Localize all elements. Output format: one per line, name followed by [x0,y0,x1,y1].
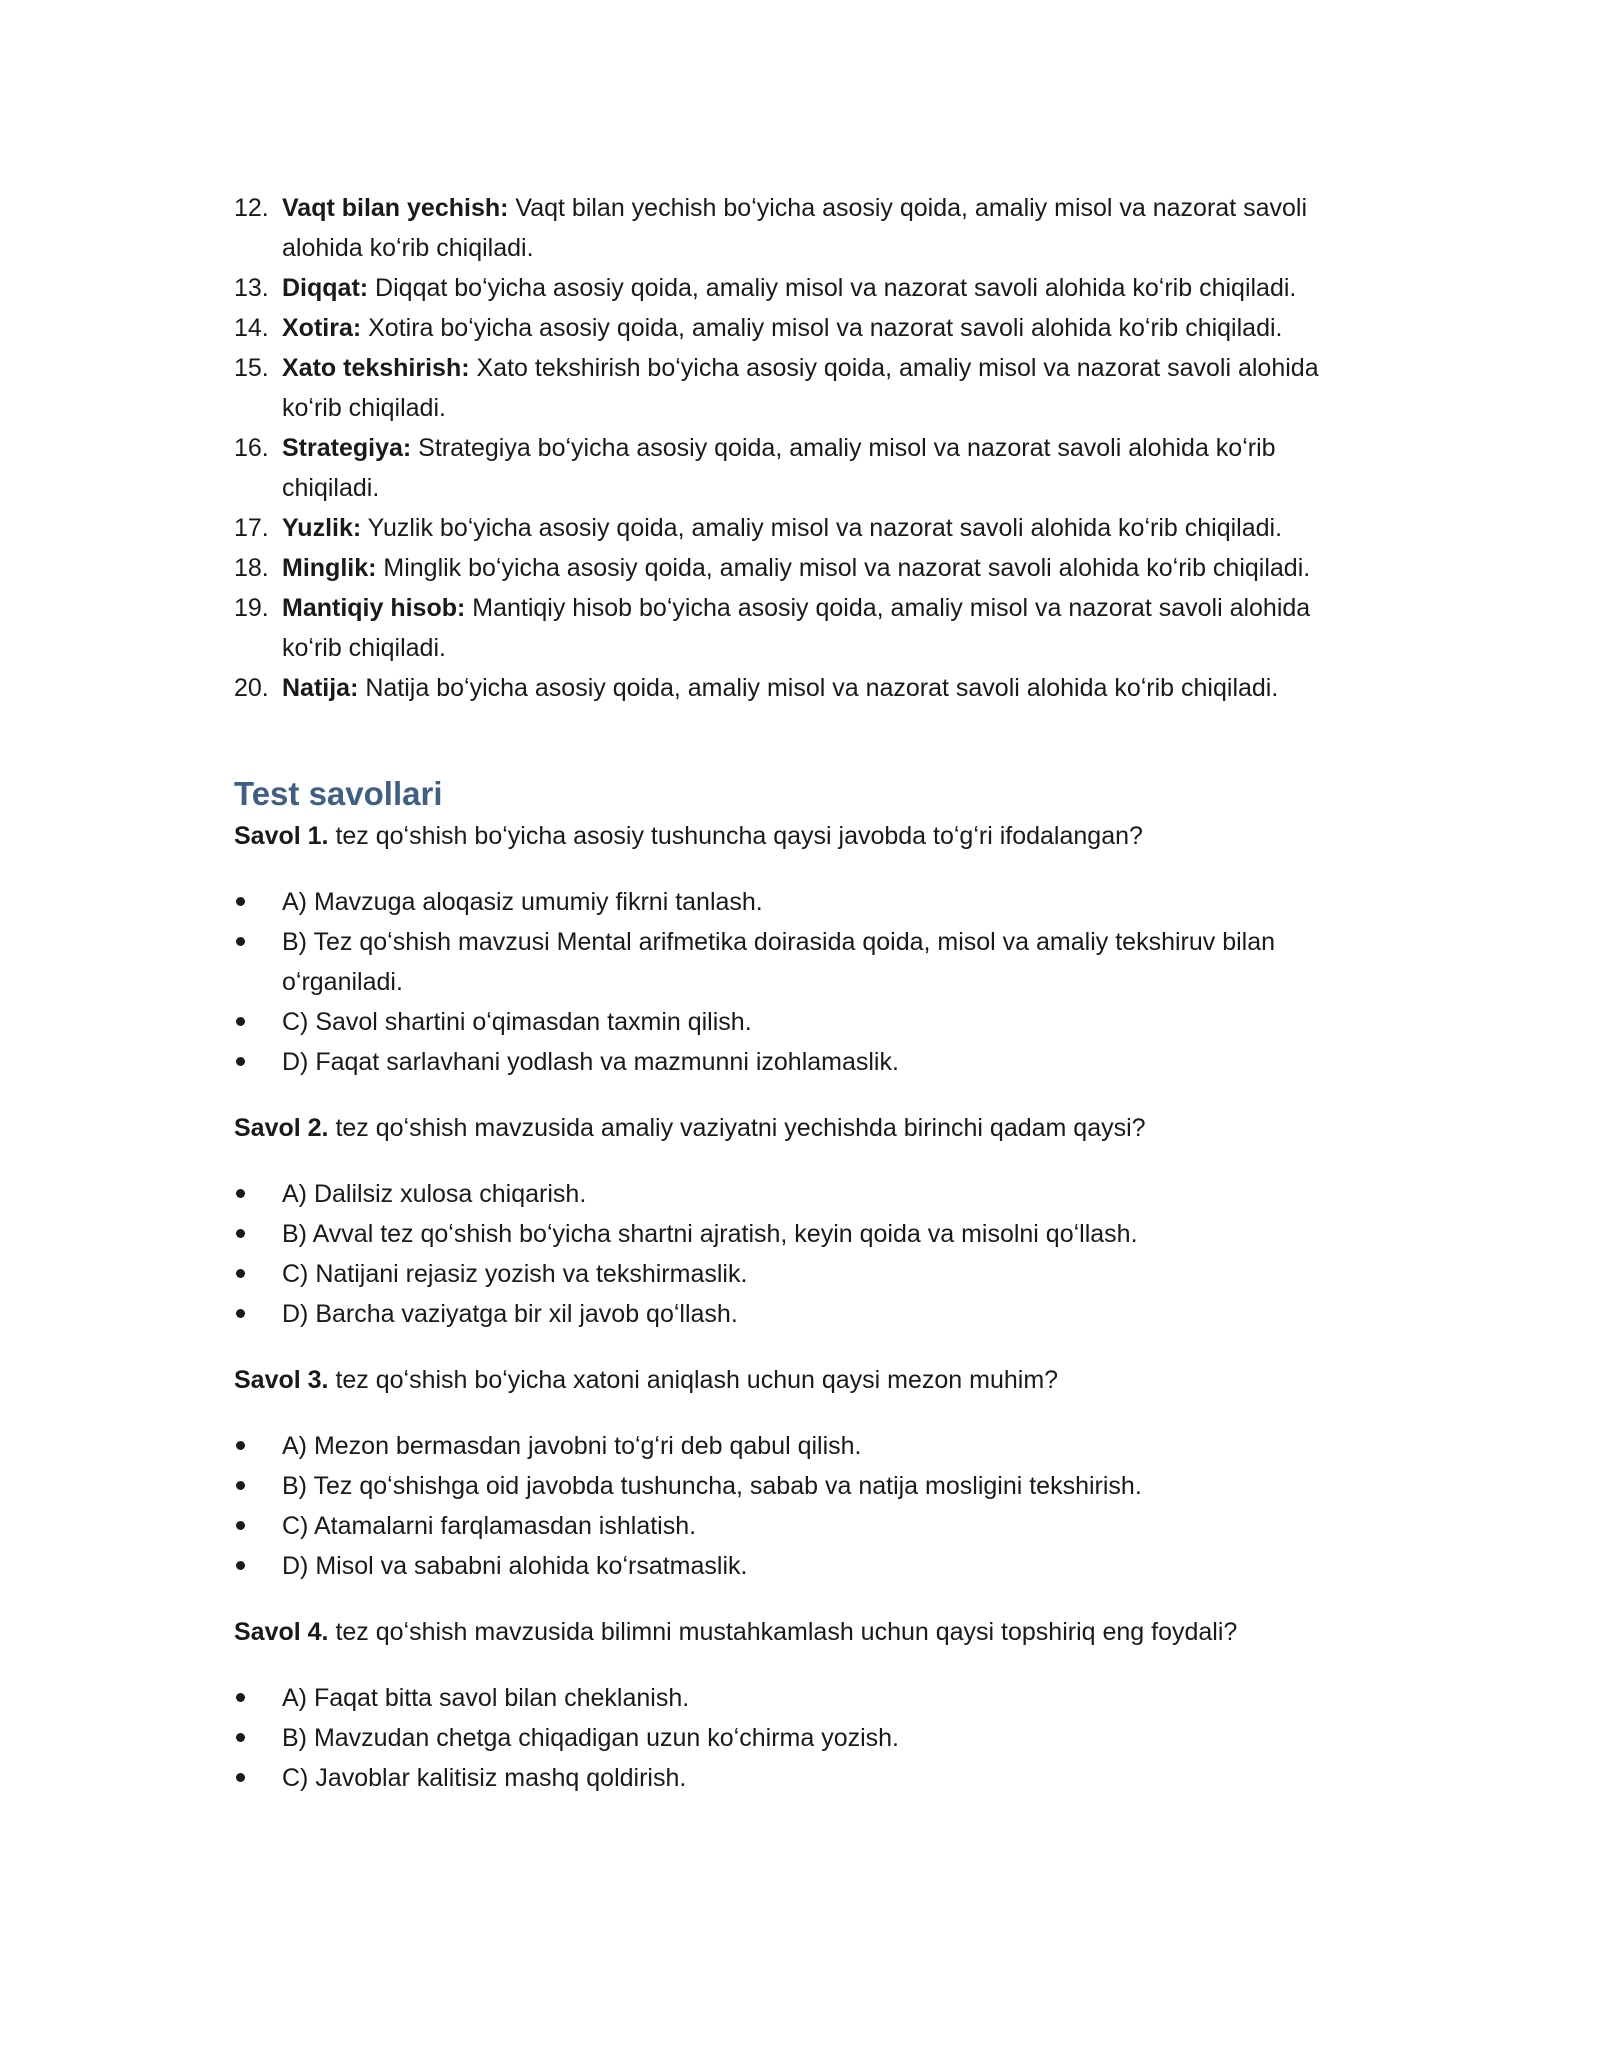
item-description: Mantiqiy hisob boʻyicha asosiy qoida, amaliy misol va nazorat savoli alohida koʻrib chiqiladi. [282,594,1311,662]
list-item [234,308,1364,348]
option-text: A) Faqat bitta savol bilan cheklanish. [282,1684,690,1712]
item-term: Vaqt bilan yechish: [282,194,509,222]
bullet-icon [234,922,282,1002]
option-text: C) Savol shartini oʻqimasdan taxmin qilish. [282,1008,752,1036]
item-number: 12. [234,194,269,222]
item-description: Minglik boʻyicha asosiy qoida, amaliy misol va nazorat savoli alohida koʻrib chiqiladi. [376,554,1311,582]
bullet-icon [234,1254,282,1294]
item-text [282,588,1364,668]
question-label: Savol 3. [234,1366,329,1394]
list-item [234,268,1364,308]
option-text: D) Barcha vaziyatga bir xil javob qoʻllash. [282,1300,738,1328]
item-text [282,548,1364,588]
option-text: B) Tez qoʻshishga oid javobda tushuncha, sabab va natija mosligini tekshirish. [282,1472,1142,1500]
item-text [282,268,1364,308]
answer-option [234,922,1364,1002]
question-label: Savol 1. [234,822,329,850]
answer-option [234,1254,1364,1294]
question-label: Savol 2. [234,1114,329,1142]
answer-option [234,1506,1364,1546]
option-text: B) Tez qoʻshish mavzusi Mental arifmetika doirasida qoida, misol va amaliy tekshiruv bilan oʻrganiladi. [282,928,1276,996]
answer-option [234,1174,1364,1214]
option-text: C) Javoblar kalitisiz mashq qoldirish. [282,1764,687,1792]
question-text [234,1108,1364,1148]
question-body: tez qoʻshish mavzusida amaliy vaziyatni yechishda birinchi qadam qaysi? [328,1114,1146,1142]
item-term: Natija: [282,674,359,702]
question-text [234,1612,1364,1652]
option-text: D) Misol va sababni alohida koʻrsatmaslik. [282,1552,748,1580]
list-item [234,348,1364,428]
bullet-icon [234,882,282,922]
item-term: Xato tekshirish: [282,354,470,382]
answer-options [234,882,1364,1082]
item-text [282,348,1364,428]
bullet-icon [234,1042,282,1082]
answer-options [234,1426,1364,1586]
option-text: A) Mavzuga aloqasiz umumiy fikrni tanlash. [282,888,763,916]
bullet-icon [234,1174,282,1214]
section-heading: Test savollari [234,775,443,812]
option-text: B) Avval tez qoʻshish boʻyicha shartni ajratish, keyin qoida va misolni qoʻllash. [282,1220,1138,1248]
answer-option [234,1042,1364,1082]
bullet-icon [234,1506,282,1546]
item-text [282,508,1364,548]
item-description: Diqqat boʻyicha asosiy qoida, amaliy misol va nazorat savoli alohida koʻrib chiqiladi. [368,274,1297,302]
question-body: tez qoʻshish mavzusida bilimni mustahkamlash uchun qaysi topshiriq eng foydali? [328,1618,1238,1646]
item-text [282,668,1364,708]
bullet-icon [234,1214,282,1254]
item-number: 17. [234,514,269,542]
answer-option [234,1718,1364,1758]
item-description: Strategiya boʻyicha asosiy qoida, amaliy misol va nazorat savoli alohida koʻrib chiqiladi. [282,434,1276,502]
question-body: tez qoʻshish boʻyicha asosiy tushuncha qaysi javobda toʻgʻri ifodalangan? [328,822,1143,850]
bullet-icon [234,1718,282,1758]
bullet-icon [234,1546,282,1586]
list-item [234,588,1364,668]
list-item [234,668,1364,708]
bullet-icon [234,1294,282,1334]
topic-numbered-list [234,188,1364,708]
list-item [234,428,1364,508]
item-text [282,308,1364,348]
answer-option [234,1758,1364,1798]
answer-option [234,1426,1364,1466]
list-item [234,188,1364,268]
answer-option [234,882,1364,922]
question-text [234,1360,1364,1400]
answer-options [234,1678,1364,1798]
bullet-icon [234,1002,282,1042]
answer-option [234,1294,1364,1334]
item-text [282,188,1364,268]
document-page [234,188,1364,1798]
answer-option [234,1546,1364,1586]
item-number: 20. [234,674,269,702]
option-text: C) Natijani rejasiz yozish va tekshirmaslik. [282,1260,748,1288]
question-body: tez qoʻshish boʻyicha xatoni aniqlash uchun qaysi mezon muhim? [328,1366,1059,1394]
question-block [234,1612,1364,1798]
option-text: C) Atamalarni farqlamasdan ishlatish. [282,1512,697,1540]
item-description: Xato tekshirish boʻyicha asosiy qoida, amaliy misol va nazorat savoli alohida koʻrib chiqiladi. [282,354,1319,422]
item-term: Diqqat: [282,274,369,302]
item-number: 16. [234,434,269,462]
option-text: A) Dalilsiz xulosa chiqarish. [282,1180,587,1208]
question-label: Savol 4. [234,1618,329,1646]
item-number: 19. [234,594,269,622]
question-text [234,816,1364,856]
item-description: Yuzlik boʻyicha asosiy qoida, amaliy misol va nazorat savoli alohida koʻrib chiqiladi. [361,514,1283,542]
answer-option [234,1466,1364,1506]
bullet-icon [234,1426,282,1466]
item-number: 13. [234,274,269,302]
question-block [234,1360,1364,1586]
item-term: Strategiya: [282,434,412,462]
item-term: Yuzlik: [282,514,362,542]
bullet-icon [234,1758,282,1798]
answer-option [234,1002,1364,1042]
option-text: A) Mezon bermasdan javobni toʻgʻri deb qabul qilish. [282,1432,862,1460]
bullet-icon [234,1678,282,1718]
answer-option [234,1678,1364,1718]
item-term: Minglik: [282,554,377,582]
question-block [234,1108,1364,1334]
bullet-icon [234,1466,282,1506]
item-text [282,428,1364,508]
item-number: 14. [234,314,269,342]
answer-option [234,1214,1364,1254]
item-term: Xotira: [282,314,362,342]
option-text: D) Faqat sarlavhani yodlash va mazmunni izohlamaslik. [282,1048,899,1076]
item-number: 15. [234,354,269,382]
question-block [234,816,1364,1082]
item-description: Vaqt bilan yechish boʻyicha asosiy qoida, amaliy misol va nazorat savoli alohida koʻrib chiqiladi. [282,194,1308,262]
option-text: B) Mavzudan chetga chiqadigan uzun koʻchirma yozish. [282,1724,900,1752]
item-number: 18. [234,554,269,582]
item-description: Xotira boʻyicha asosiy qoida, amaliy misol va nazorat savoli alohida koʻrib chiqiladi. [361,314,1283,342]
list-item [234,548,1364,588]
list-item [234,508,1364,548]
answer-options [234,1174,1364,1334]
item-description: Natija boʻyicha asosiy qoida, amaliy misol va nazorat savoli alohida koʻrib chiqiladi. [358,674,1279,702]
item-term: Mantiqiy hisob: [282,594,466,622]
